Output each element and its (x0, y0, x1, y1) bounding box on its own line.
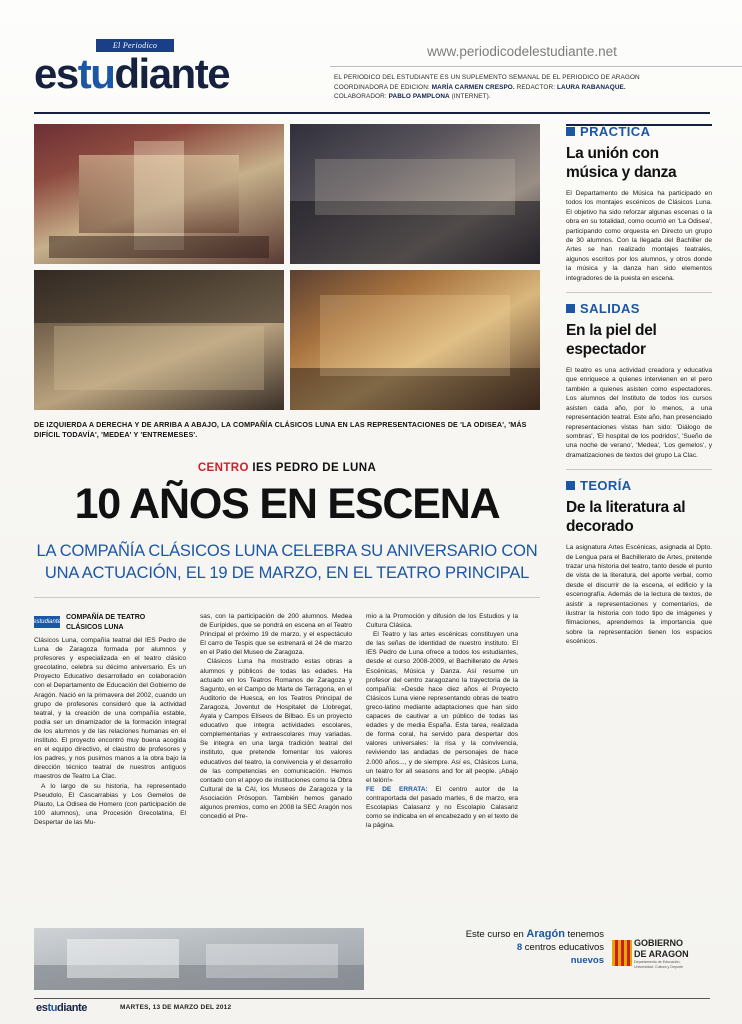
collaborator-tail: (INTERNET). (451, 93, 491, 100)
paragraph: mio a la Promoción y difusión de los Estudios y la Cultura Clásica. (366, 613, 518, 630)
gob-line1: GOBIERNO (634, 938, 684, 948)
section-headline: La unión con música y danza (566, 145, 677, 181)
footer-photo (34, 928, 364, 990)
promo-count: 8 (516, 942, 523, 953)
masthead-credit-line1: EL PERIODICO DEL ESTUDIANTE ES UN SUPLEMENTO SEMANAL DE EL PERIODICO DE ARAGON (334, 74, 640, 81)
photo-grid (34, 124, 540, 414)
errata-label: FE DE ERRATA: (366, 785, 428, 793)
website-url[interactable]: www.periodicodelestudiante.net (427, 44, 617, 59)
footer-promo-line3: nuevos (570, 955, 604, 966)
errata-note (366, 785, 518, 830)
editor-label: REDACTOR: (516, 83, 556, 91)
sidebar-section-teoria (566, 478, 712, 646)
promo-count-text: centros educativos (522, 942, 604, 953)
photo-entremeses (290, 270, 540, 410)
masthead-credit-line2 (334, 83, 742, 93)
footer-logo (36, 1002, 87, 1014)
government-department (634, 960, 683, 969)
section-headline: De la literatura al decorado (566, 499, 686, 536)
photo-medea (34, 270, 284, 410)
paragraph: A lo largo de su historia, ha representado Pseudolo, El Cascarrabias y Los Gemelos de Plauto, La Odisea de Homero (con participación de 100 alumnos), una Procesión Grecolatina, El Despertar de las Mu- (34, 782, 186, 826)
centro-line (34, 462, 540, 474)
section-body: La asignatura Artes Escénicas, asignada al Dpto. de Lengua para el Bachillerato de Artes, pretende trazar una historia del teatro, tanto desde el punto de vista de la literatura, del aporte verbal, como desde el discurrir de la escena, el edificio y la escenografía. Además de la lectura de textos, de asistir a representaciones y comentarios, de ilustrar la historia con todo tipo de imágenes y filmaciones, aprendemos la importancia que sobre la representación tienen los espacios escénicos. (566, 544, 712, 646)
collaborator-label: COLABORADOR: (334, 93, 387, 100)
centro-value: IES PEDRO DE LUNA (252, 462, 377, 474)
article-tag: COMPAÑÍA DE TEATRO CLÁSICOS LUNA (66, 614, 146, 631)
section-body: El Departamento de Música ha participado en todos los montajes escénicos de Clásicos Luna. El objetivo ha sido reforzar algunas escenas o la obra en su totalidad, como ocurrió en 'La Odisea', participando como orquesta en Directo un grupo de 30 alumnos. Con la llegada del Bachiller de Artes se han realizado montajes teatrales, algunos escritos por los alumnos, y otros donde la música y la danza han sido elementos integradores de la puesta en escena. (566, 190, 712, 282)
body-column-2 (200, 612, 352, 821)
paragraph: Clásicos Luna ha mostrado estas obras a alumnos y públicos de todas las edades. Ha actuado en los Teatros Romanos de Zaragoza y Sagunto, en el Campo de Marte de Tarragona, en el Auditorio de Huesca, en los Teatros Principal de Zaragoza, Joventut de Hospitalet de Llobregat, Ayala y Campos Elíseos de Bilbao. Es un proyecto educativo que integra actividades escolares, complementarias y extraescolares muy variadas. Se integra en una larga tradición teatral del instituto, que pretende fomentar los valores educativos del teatro, la convivencia y el desarrollo de las competencias en comunicación. Hemos contado con el apoyo de instituciones como la Obra Cultural de la CAI, los Museos de Zaragoza y la Asociación Prósopon. También hemos ganado algunos premios, como en 2008 la SEC Aragón nos concedió el Pre- (200, 658, 352, 821)
footer-logo-tu: tu (47, 1002, 58, 1014)
gob-sub2: Universidad, Cultura y Deporte (634, 964, 684, 969)
section-kicker-label: PRÁCTICA (580, 124, 651, 139)
section-kicker-label: SALIDAS (580, 301, 640, 317)
sidebar-section-salidas (566, 301, 712, 460)
section-kicker (566, 124, 712, 139)
masthead-credits (334, 73, 742, 102)
square-bullet-icon (566, 481, 575, 490)
masthead-bottom-rule (34, 112, 710, 114)
section-kicker (566, 478, 712, 493)
footer-logo-es: es (36, 1002, 48, 1014)
errata-text: El centro autor de la contraportada del pasado martes, 6 de marzo, era Escolapias Calasanz y no Escolapio Calasanz como se indicaba en el encabezado y en el texto de la página. (366, 785, 518, 830)
subheadline: LA COMPAÑÍA CLÁSICOS LUNA CELEBRA SU ANIVERSARIO CON UNA ACTUACIÓN, EL 19 DE MARZO, EN EL TEATRO PRINCIPAL (36, 542, 538, 582)
publication-logo (34, 50, 229, 98)
section-kicker-label: TEORÍA (580, 478, 632, 494)
masthead-divider (330, 66, 742, 67)
photo-la-odisea (34, 124, 284, 264)
masthead (34, 40, 710, 108)
footer-promo-line1 (380, 928, 604, 941)
gob-line2: DE ARAGON (634, 948, 689, 959)
coordinator-name: MARÍA CARMEN CRESPO. (431, 83, 515, 91)
brand-badge: estudiante (34, 616, 60, 628)
square-bullet-icon (566, 127, 575, 136)
section-headline: En la piel del espectador (566, 322, 657, 359)
sidebar-divider (566, 292, 712, 293)
page-title: 10 AÑOS EN ESCENA (74, 480, 500, 528)
coordinator-label: COORDINADORA DE EDICION: (334, 83, 430, 91)
footer-rule (34, 998, 710, 999)
gob-sub1: Departamento de Educación, (634, 960, 681, 964)
square-bullet-icon (566, 304, 575, 313)
promo-text-a: Este curso en (465, 929, 527, 940)
footer-promo-line2 (380, 941, 604, 954)
editor-name: LAURA RABANAQUE. (556, 83, 626, 91)
paragraph: Clásicos Luna, compañía teatral del IES Pedro de Luna de Zaragoza formada por alumnos y profesores y especializada en el teatro clásico grecolatino, celebra su décimo aniversario. Es un Proyecto Educativo desarrollado en colaboración con el Departamento de Educación del Gobierno de Aragón. Nació en la primavera del 2002, cuando un grupo de profesores consideró que la actividad teatral, y la creación de una compañía estable, podía ser un dinamizador de la formación integral de los alumnos y de las relaciones humanas en el instituto. El proyecto encontró muy buena acogida en el equipo directivo, el claustro de profesores y los padres, y nos pusimos manos a la obra bajo la dirección técnico teatral de nuestros antiguos maestros de Teatro La Clac. (34, 637, 186, 781)
body-column-3 (366, 612, 518, 830)
sidebar-divider (566, 469, 712, 470)
headline-rule (34, 597, 540, 598)
section-body: El teatro es una actividad creadora y educativa que enriquece a quienes intervienen en el pero también a quienes asisten como espectadores. Los alumnos del Instituto de todos los cursos asisten cada año, por lo menos, a una representación teatral. Este año, han presenciado representaciones vistas han sido: 'Diálogo de sombras', 'El hospital de los podridos', 'Sueño de una noche de verano', 'Medea', 'Los gemelos', y dramatizaciones de textos del grupo La Clac. (566, 367, 712, 459)
paragraph: sas, con la participación de 200 alumnos. Medea de Eurípides, que se pondrá en escena en el Teatro Principal el próximo 19 de marzo, y el espectáculo El carro de Tespis que se estrenará el 24 de marzo en el Patio del Museo de Zaragoza. (200, 613, 352, 657)
footer-promo (380, 928, 604, 967)
aragon-shield-icon (612, 940, 632, 966)
promo-text-c: tenemos (564, 929, 604, 940)
sidebar-section-practica (566, 124, 712, 283)
footer-logo-diante: diante (57, 1002, 88, 1014)
government-logo-text (634, 938, 689, 959)
paragraph: El Teatro y las artes escénicas constituyen una de las señas de identidad de nuestro instituto. El IES Pedro de Luna ofrece a todos los estudiantes, desde el curso 2008-2009, el Bachillerato de Artes Escénicas, Música y Danza. Así resume un profesor del centro zaragozano la trayectoria de la compañía: «Desde hace diez años el Proyecto Clásicos Luna viene representando obras de teatro greco-latino mediante adaptaciones que han sido capaces de cautivar a un público de todas las edades y de media España. Esta tarea, realizada de forma coral, ha servido para despertar dos valores universales: la risa y la convivencia, reviviendo las andadas de personajes de hace 2.000 años..., y de siempre. Así es, Clásicos Luna, un teatro for all seasons and for all people. ¡Abajo el telón!» (366, 631, 518, 784)
body-column-1 (34, 636, 186, 827)
publication-date: MARTES, 13 DE MARZO DEL 2012 (120, 1004, 232, 1011)
centro-label: CENTRO (197, 462, 249, 474)
photo-mas-dificil-todavia (290, 124, 540, 264)
logo-part-es: es (34, 50, 78, 97)
collaborator-name: PABLO PAMPLONA (388, 93, 450, 100)
publisher-badge: El Periodico (96, 39, 174, 52)
logo-part-diante: diante (114, 50, 230, 97)
section-kicker (566, 301, 712, 316)
promo-region: Aragón (526, 928, 565, 940)
logo-part-tu: tu (77, 50, 115, 97)
photo-caption: DE IZQUIERDA A DERECHA Y DE ARRIBA A ABAJO, LA COMPAÑÍA CLÁSICOS LUNA EN LAS REPRESENTACIONES DE 'LA ODISEA', 'MÁS DIFÍCIL TODAVÍA', 'MEDEA' Y 'ENTREMESES'. (34, 420, 527, 439)
masthead-credit-line3 (334, 92, 742, 102)
sidebar (566, 124, 712, 647)
